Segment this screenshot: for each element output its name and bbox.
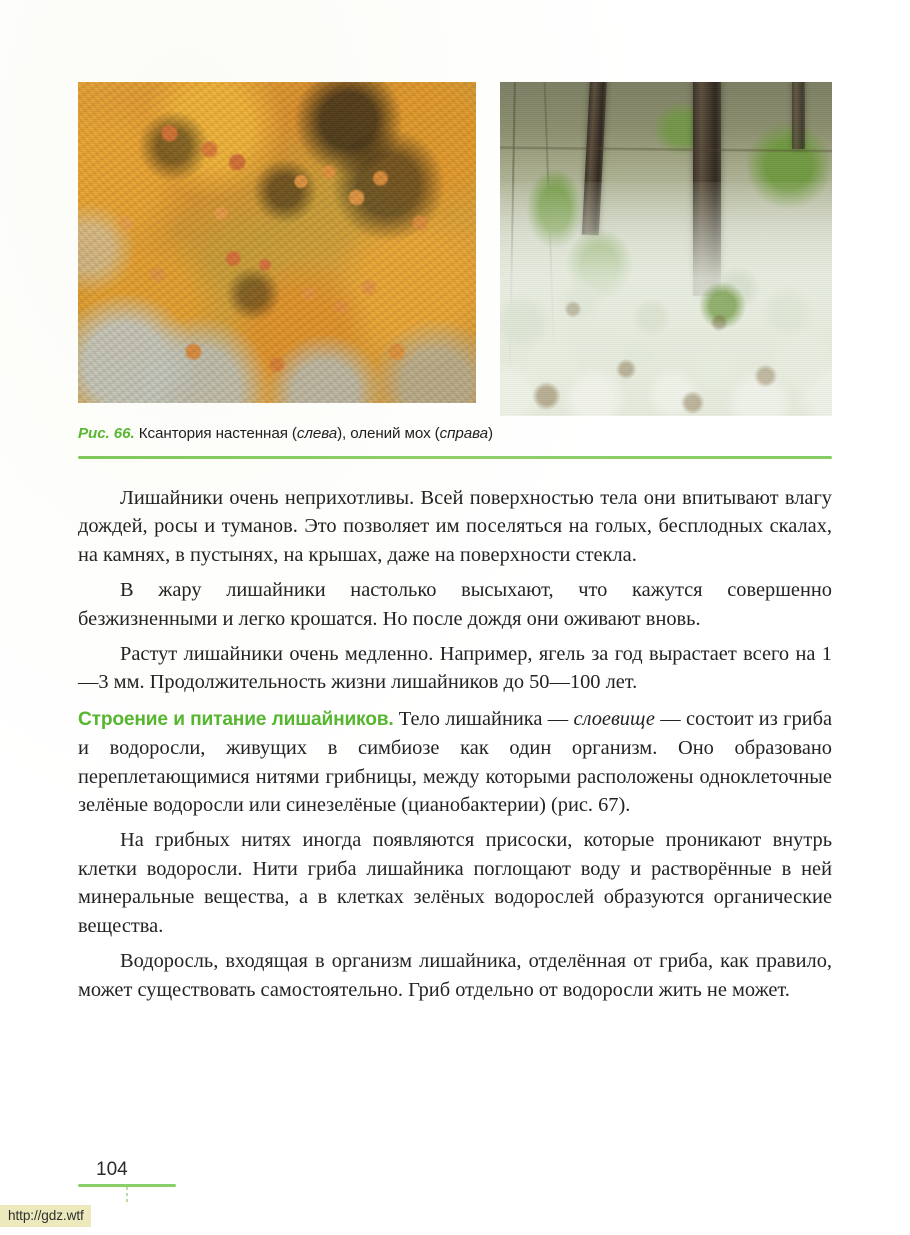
figure-caption bbox=[78, 425, 832, 442]
paragraph-3: Растут лишайники очень медленно. Например, ягель за год вырастает всего на 1—3 мм. Продолжительность жизни лишайников до 50—100 лет. bbox=[78, 643, 832, 694]
paragraph-spacer bbox=[78, 697, 832, 705]
caption-italic-right: справа bbox=[439, 425, 488, 442]
forest-litter bbox=[500, 82, 832, 416]
footer-tick-mark bbox=[126, 1187, 128, 1203]
paragraph-2: В жару лишайники настолько высыхают, что кажутся совершенно безжизненными и легко крошатся. Но после дождя они оживают вновь. bbox=[78, 579, 832, 630]
paragraph-spacer bbox=[78, 569, 832, 576]
paragraph-4 bbox=[78, 705, 832, 820]
figure-label: Рис. 66. bbox=[78, 425, 135, 442]
paragraph-5: На грибных нитях иногда появляются присоски, которые проникают внутрь клетки водоросли. Нити гриба лишайника поглощают воду и растворённые в ней минеральные вещества, а в клетках зелёных водорослей образуются органические вещества. bbox=[78, 829, 832, 937]
page-number: 104 bbox=[96, 1159, 128, 1180]
caption-text-3: ) bbox=[487, 425, 493, 442]
reindeer-moss-illustration bbox=[500, 82, 832, 416]
caption-text-1: Ксантория настенная ( bbox=[134, 425, 297, 442]
section-heading-structure-nutrition: Строение и питание лишайников. bbox=[78, 708, 394, 730]
caption-divider-rule bbox=[78, 456, 832, 459]
paragraph-4-text-1: Тело лишайника — bbox=[393, 707, 574, 730]
paragraph-6: Водоросль, входящая в организм лишайника, отделённая от гриба, как правило, может существовать самостоятельно. Гриб отдельно от водоросли жить не может. bbox=[78, 950, 832, 1001]
figure-66-images bbox=[78, 82, 832, 416]
paragraph-spacer bbox=[78, 819, 832, 826]
page-footer bbox=[78, 1158, 198, 1203]
paragraph-spacer bbox=[78, 633, 832, 640]
term-thallus: слоевище bbox=[573, 707, 655, 730]
photo-reindeer-moss bbox=[500, 82, 832, 416]
page-content bbox=[78, 0, 832, 1235]
paragraph-4-text-2: — состоит из гриба и водоросли, живущих в симбиозе как один организм. Оно образовано переплетающимися нитями грибницы, между которыми расположены одноклеточные зелёные водоросли или синезелёные (цианобактерии) (рис. 67). bbox=[78, 707, 833, 817]
article-body bbox=[78, 484, 832, 1004]
xanthoria-lichen-illustration bbox=[78, 82, 476, 403]
caption-italic-left: слева bbox=[296, 425, 338, 442]
site-watermark: http://gdz.wtf bbox=[0, 1205, 91, 1227]
paragraph-1: Лишайники очень неприхотливы. Всей поверхностью тела они впитывают влагу дождей, росы и туманов. Это позволяет им поселяться на голых, бесплодных скалах, на камнях, в пустынях, на крышах, даже на поверхности стекла. bbox=[78, 487, 832, 566]
caption-text-2: ), олений мох ( bbox=[337, 425, 440, 442]
photo-xanthoria-parietina bbox=[78, 82, 476, 403]
paragraph-spacer bbox=[78, 940, 832, 947]
